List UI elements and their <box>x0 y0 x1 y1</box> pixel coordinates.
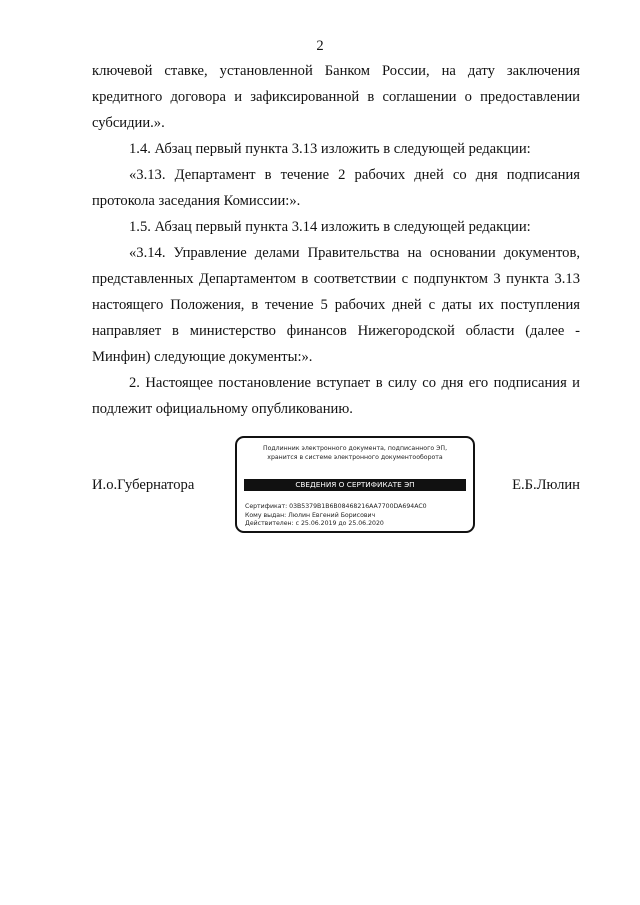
stamp-note-line1: Подлинник электронного документа, подписанного ЭП, <box>262 445 448 452</box>
document-body <box>92 58 580 422</box>
e-signature-stamp <box>235 436 475 533</box>
stamp-note <box>237 444 473 462</box>
paragraph-1-5: 1.5. Абзац первый пункта 3.14 изложить в следующей редакции: <box>129 219 531 235</box>
page-number: 2 <box>316 38 324 54</box>
signature-block <box>92 436 580 536</box>
paragraph-3-14: «3.14. Управление делами Правительства на основании документов, представленных Департаментом в соответствии с подпунктом 3 пункта 3.13 настоящего Положения, в течение 5 рабочих дней с даты их поступления направляет в министерство финансов Нижегородской области (далее - Минфин) следующие документы:». <box>92 245 580 365</box>
signatory-name: Е.Б.Люлин <box>512 477 580 493</box>
stamp-issued-to: Кому выдан: Люлин Евгений Борисович <box>245 511 376 519</box>
stamp-note-line2: хранится в системе электронного документооборота <box>267 454 443 461</box>
paragraph-3-13: «3.13. Департамент в течение 2 рабочих дней со дня подписания протокола заседания Комиссии:». <box>92 167 580 209</box>
stamp-header: СВЕДЕНИЯ О СЕРТИФИКАТЕ ЭП <box>244 479 466 491</box>
stamp-certificate: Сертификат: 03B5379B1B6B08468216AA7700DA694AC0 <box>245 503 427 510</box>
paragraph-2: 2. Настоящее постановление вступает в силу со дня его подписания и подлежит официальному опубликованию. <box>92 375 580 417</box>
paragraph-1-4: 1.4. Абзац первый пункта 3.13 изложить в следующей редакции: <box>129 141 531 157</box>
paragraph-continuation: ключевой ставке, установленной Банком России, на дату заключения кредитного договора и зафиксированной в соглашении о предоставлении субсидии.». <box>92 63 580 131</box>
stamp-validity: Действителен: с 25.06.2019 до 25.06.2020 <box>245 520 384 527</box>
signatory-position: И.о.Губернатора <box>92 477 195 493</box>
stamp-details <box>245 503 427 529</box>
